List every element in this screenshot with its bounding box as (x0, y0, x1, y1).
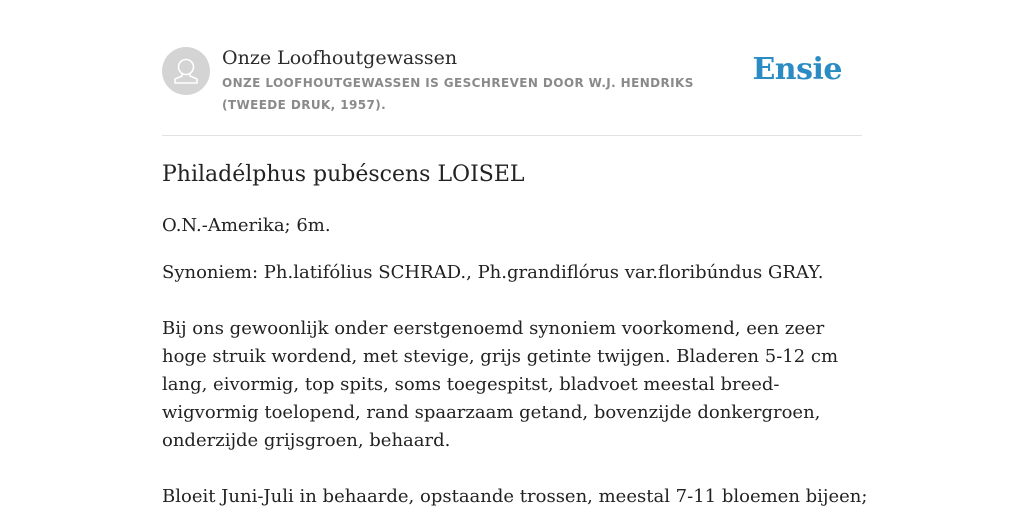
ensie-logo[interactable]: Ensie (752, 52, 842, 87)
user-silhouette-icon (162, 47, 210, 95)
entry-title: Philadélphus pubéscens LOISEL (162, 162, 525, 187)
entry-bloom: Bloeit Juni-Juli in behaarde, opstaande trossen, meestal 7-11 bloemen bijeen; (162, 486, 868, 507)
book-header (162, 46, 862, 118)
entry-origin: O.N.-Amerika; 6m. (162, 215, 331, 236)
author-avatar (162, 47, 210, 95)
entry-synonyms: Synoniem: Ph.latifólius SCHRAD., Ph.grandiflórus var.floribúndus GRAY. (162, 262, 824, 283)
book-title[interactable]: Onze Loofhoutgewassen (222, 47, 458, 69)
book-description: ONZE LOOFHOUTGEWASSEN IS GESCHREVEN DOOR W.J. HENDRIKS (TWEEDE DRUK, 1957). (222, 76, 694, 112)
entry-description: Bij ons gewoonlijk onder eerstgenoemd synoniem voorkomend, een zeer hoge struik wordend, met stevige, grijs getinte twijgen. Bladeren 5-12 cm lang, eivormig, top spits, soms toegespitst, bladvoet meestal breed-wigvormig toelopend, rand spaarzaam getand, bovenzijde donkergroen, onderzijde grijsgroen, behaard. (162, 318, 839, 451)
header-divider (162, 135, 862, 136)
